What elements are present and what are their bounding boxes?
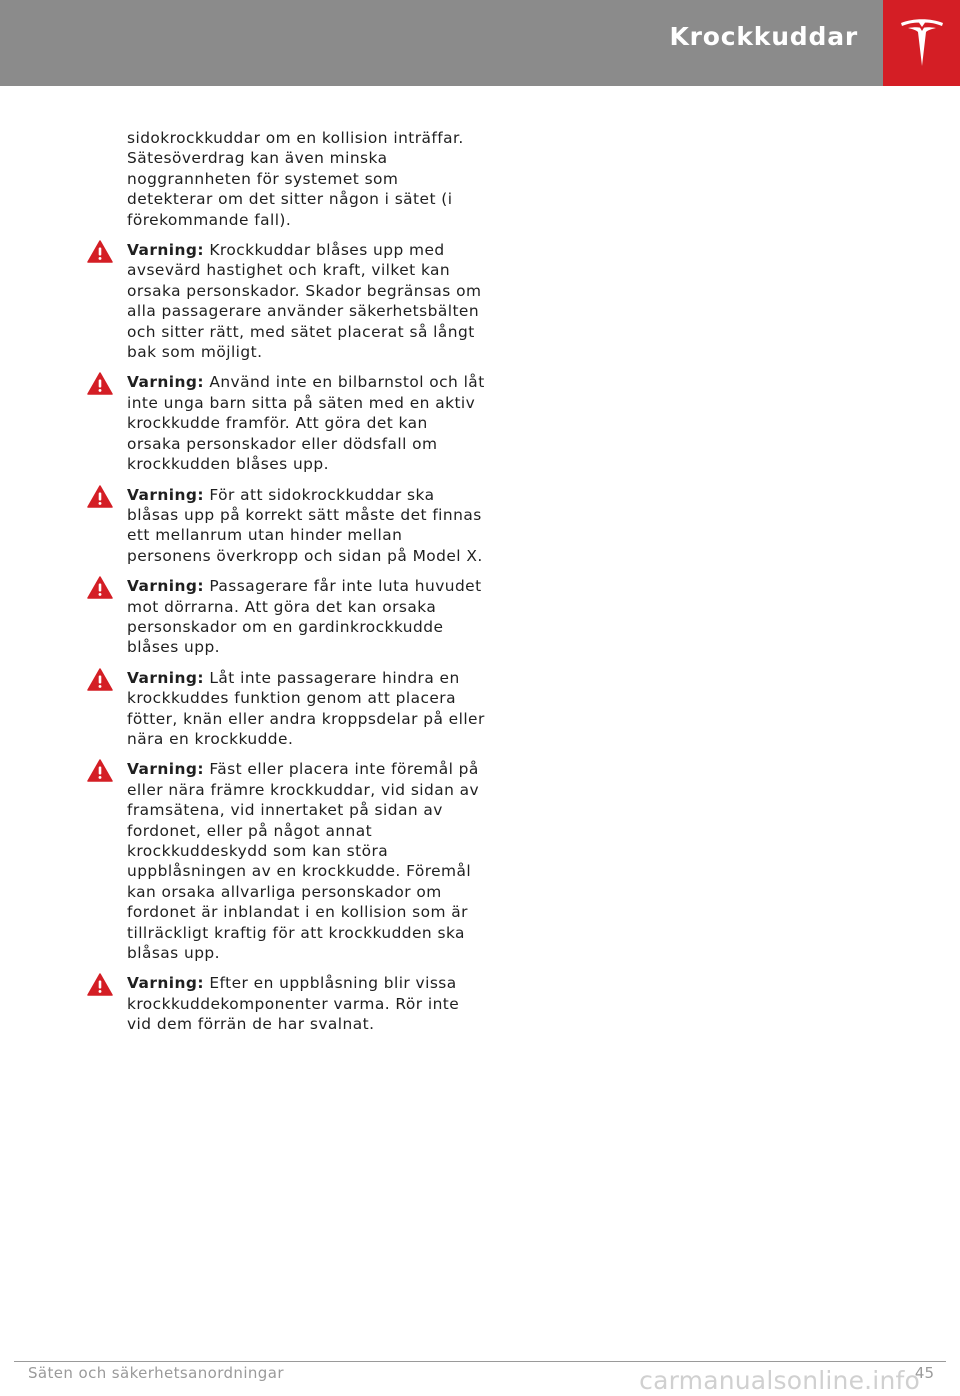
footer-section: Säten och säkerhetsanordningar [28, 1364, 284, 1382]
warning-label: Varning: [127, 577, 205, 596]
warning-label: Varning: [127, 485, 205, 504]
warning-block [127, 485, 487, 567]
warning-block [127, 668, 487, 750]
warning-text: Låt inte passagerare hindra en krockkuddes funktion genom att placera fötter, knän eller andra kroppsdelar på eller nära en krockkudde. [127, 668, 485, 748]
footer-divider [14, 1361, 946, 1362]
warning-block [127, 372, 487, 474]
tesla-logo-icon [899, 18, 945, 68]
warning-triangle-icon [87, 973, 113, 996]
warning-triangle-icon [87, 485, 113, 508]
warning-text: Passagerare får inte luta huvudet mot dörrarna. Att göra det kan orsaka personskador om en gardinkrockkudde blåses upp. [127, 577, 482, 657]
intro-paragraph: sidokrockkuddar om en kollision inträffar. Sätesöverdrag kan även minska noggrannheten för systemet som detekterar om det sitter någon i sätet (i förekommande fall). [127, 129, 464, 229]
warning-block [127, 240, 487, 362]
warning-label: Varning: [127, 241, 205, 260]
logo-box [883, 0, 960, 86]
page-number: 45 [914, 1364, 934, 1382]
warning-block [127, 759, 487, 963]
warning-block [127, 576, 487, 658]
warning-triangle-icon [87, 668, 113, 691]
warning-text: Krockkuddar blåses upp med avsevärd hastighet och kraft, vilket kan orsaka personskador. Skador begränsas om alla passagerare använder säkerhetsbälten och sitter rätt, med sätet placerat så långt bak som möjligt. [127, 241, 482, 362]
header-bar [0, 0, 883, 86]
warnings-list [0, 240, 540, 1035]
warning-triangle-icon [87, 576, 113, 599]
warning-triangle-icon [87, 372, 113, 395]
page-title: Krockkuddar [669, 22, 858, 51]
warning-label: Varning: [127, 668, 205, 687]
watermark: carmanualsonline.info [639, 1366, 920, 1395]
warning-block [127, 973, 487, 1034]
warning-text: Efter en uppblåsning blir vissa krockkuddekomponenter varma. Rör inte vid dem förrän de har svalnat. [127, 974, 460, 1034]
main-content [0, 128, 540, 1045]
warning-triangle-icon [87, 759, 113, 782]
warning-text: För att sidokrockkuddar ska blåsas upp på korrekt sätt måste det finnas ett mellanrum utan hinder mellan personens överkropp och sidan på Model X. [127, 485, 483, 565]
warning-text: Fäst eller placera inte föremål på eller nära främre krockkuddar, vid sidan av framsätena, vid innertaket på sidan av fordonet, eller på något annat krockkuddeskydd som kan störa uppblåsningen av en krockkudde. Föremål kan orsaka allvarliga personskador om fordonet är inblandat i en kollision som är tillräckligt kraftig för att krockkudden ska blåsas upp. [127, 760, 480, 963]
warning-triangle-icon [87, 240, 113, 263]
warning-label: Varning: [127, 760, 205, 779]
warning-label: Varning: [127, 974, 205, 993]
warning-label: Varning: [127, 373, 205, 392]
warning-text: Använd inte en bilbarnstol och låt inte unga barn sitta på säten med en aktiv krockkudde framför. Att göra det kan orsaka personskador eller dödsfall om krockkudden blåses upp. [127, 373, 485, 474]
